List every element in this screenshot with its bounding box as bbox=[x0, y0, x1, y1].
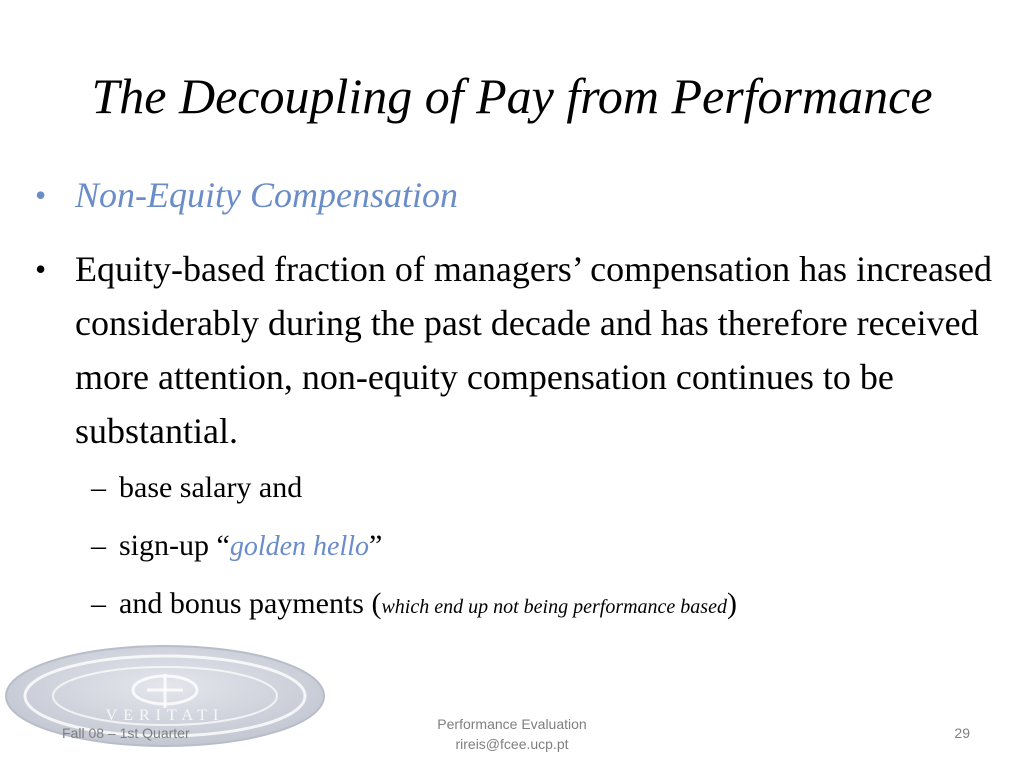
svg-text:VERITATI: VERITATI bbox=[105, 707, 225, 724]
footer-term: Fall 08 – 1st Quarter bbox=[62, 725, 190, 741]
golden-hello-highlight: golden hello bbox=[229, 531, 370, 562]
bullet-text: Equity-based fraction of managers’ compensation has increased considerably during the past decade and has therefore received more attention, non-equity compensation continues to be substantial. bbox=[75, 249, 992, 451]
sub-bullet-prefix: and bonus payments ( bbox=[119, 587, 382, 620]
bullet-text: Non-Equity Compensation bbox=[75, 175, 458, 215]
bullet-marker: • bbox=[35, 251, 47, 287]
sub-bullet-marker: – bbox=[91, 529, 106, 562]
sub-bullet-prefix: sign-up “ bbox=[119, 529, 230, 562]
footer-email: rireis@fcee.ucp.pt bbox=[455, 736, 569, 752]
page-number: 29 bbox=[954, 725, 970, 741]
bullet-non-equity bbox=[35, 168, 995, 222]
footer-course bbox=[412, 714, 612, 754]
sub-bullet-suffix: ” bbox=[369, 529, 383, 562]
sub-bullet-marker: – bbox=[91, 471, 106, 504]
sub-bullet-text: base salary and bbox=[119, 471, 303, 504]
sub-bullet-base-salary bbox=[91, 468, 303, 508]
sub-bullet-bonus bbox=[91, 584, 737, 627]
sub-bullet-suffix: ) bbox=[726, 587, 737, 620]
bullet-marker: • bbox=[35, 177, 47, 213]
slide-title: The Decoupling of Pay from Performance bbox=[91, 68, 933, 124]
footer-course-title: Performance Evaluation bbox=[437, 716, 587, 732]
bullet-equity-fraction bbox=[35, 242, 995, 458]
sub-bullet-golden-hello bbox=[91, 526, 383, 567]
performance-note: which end up not being performance based bbox=[381, 596, 727, 618]
sub-bullet-marker: – bbox=[91, 587, 106, 620]
